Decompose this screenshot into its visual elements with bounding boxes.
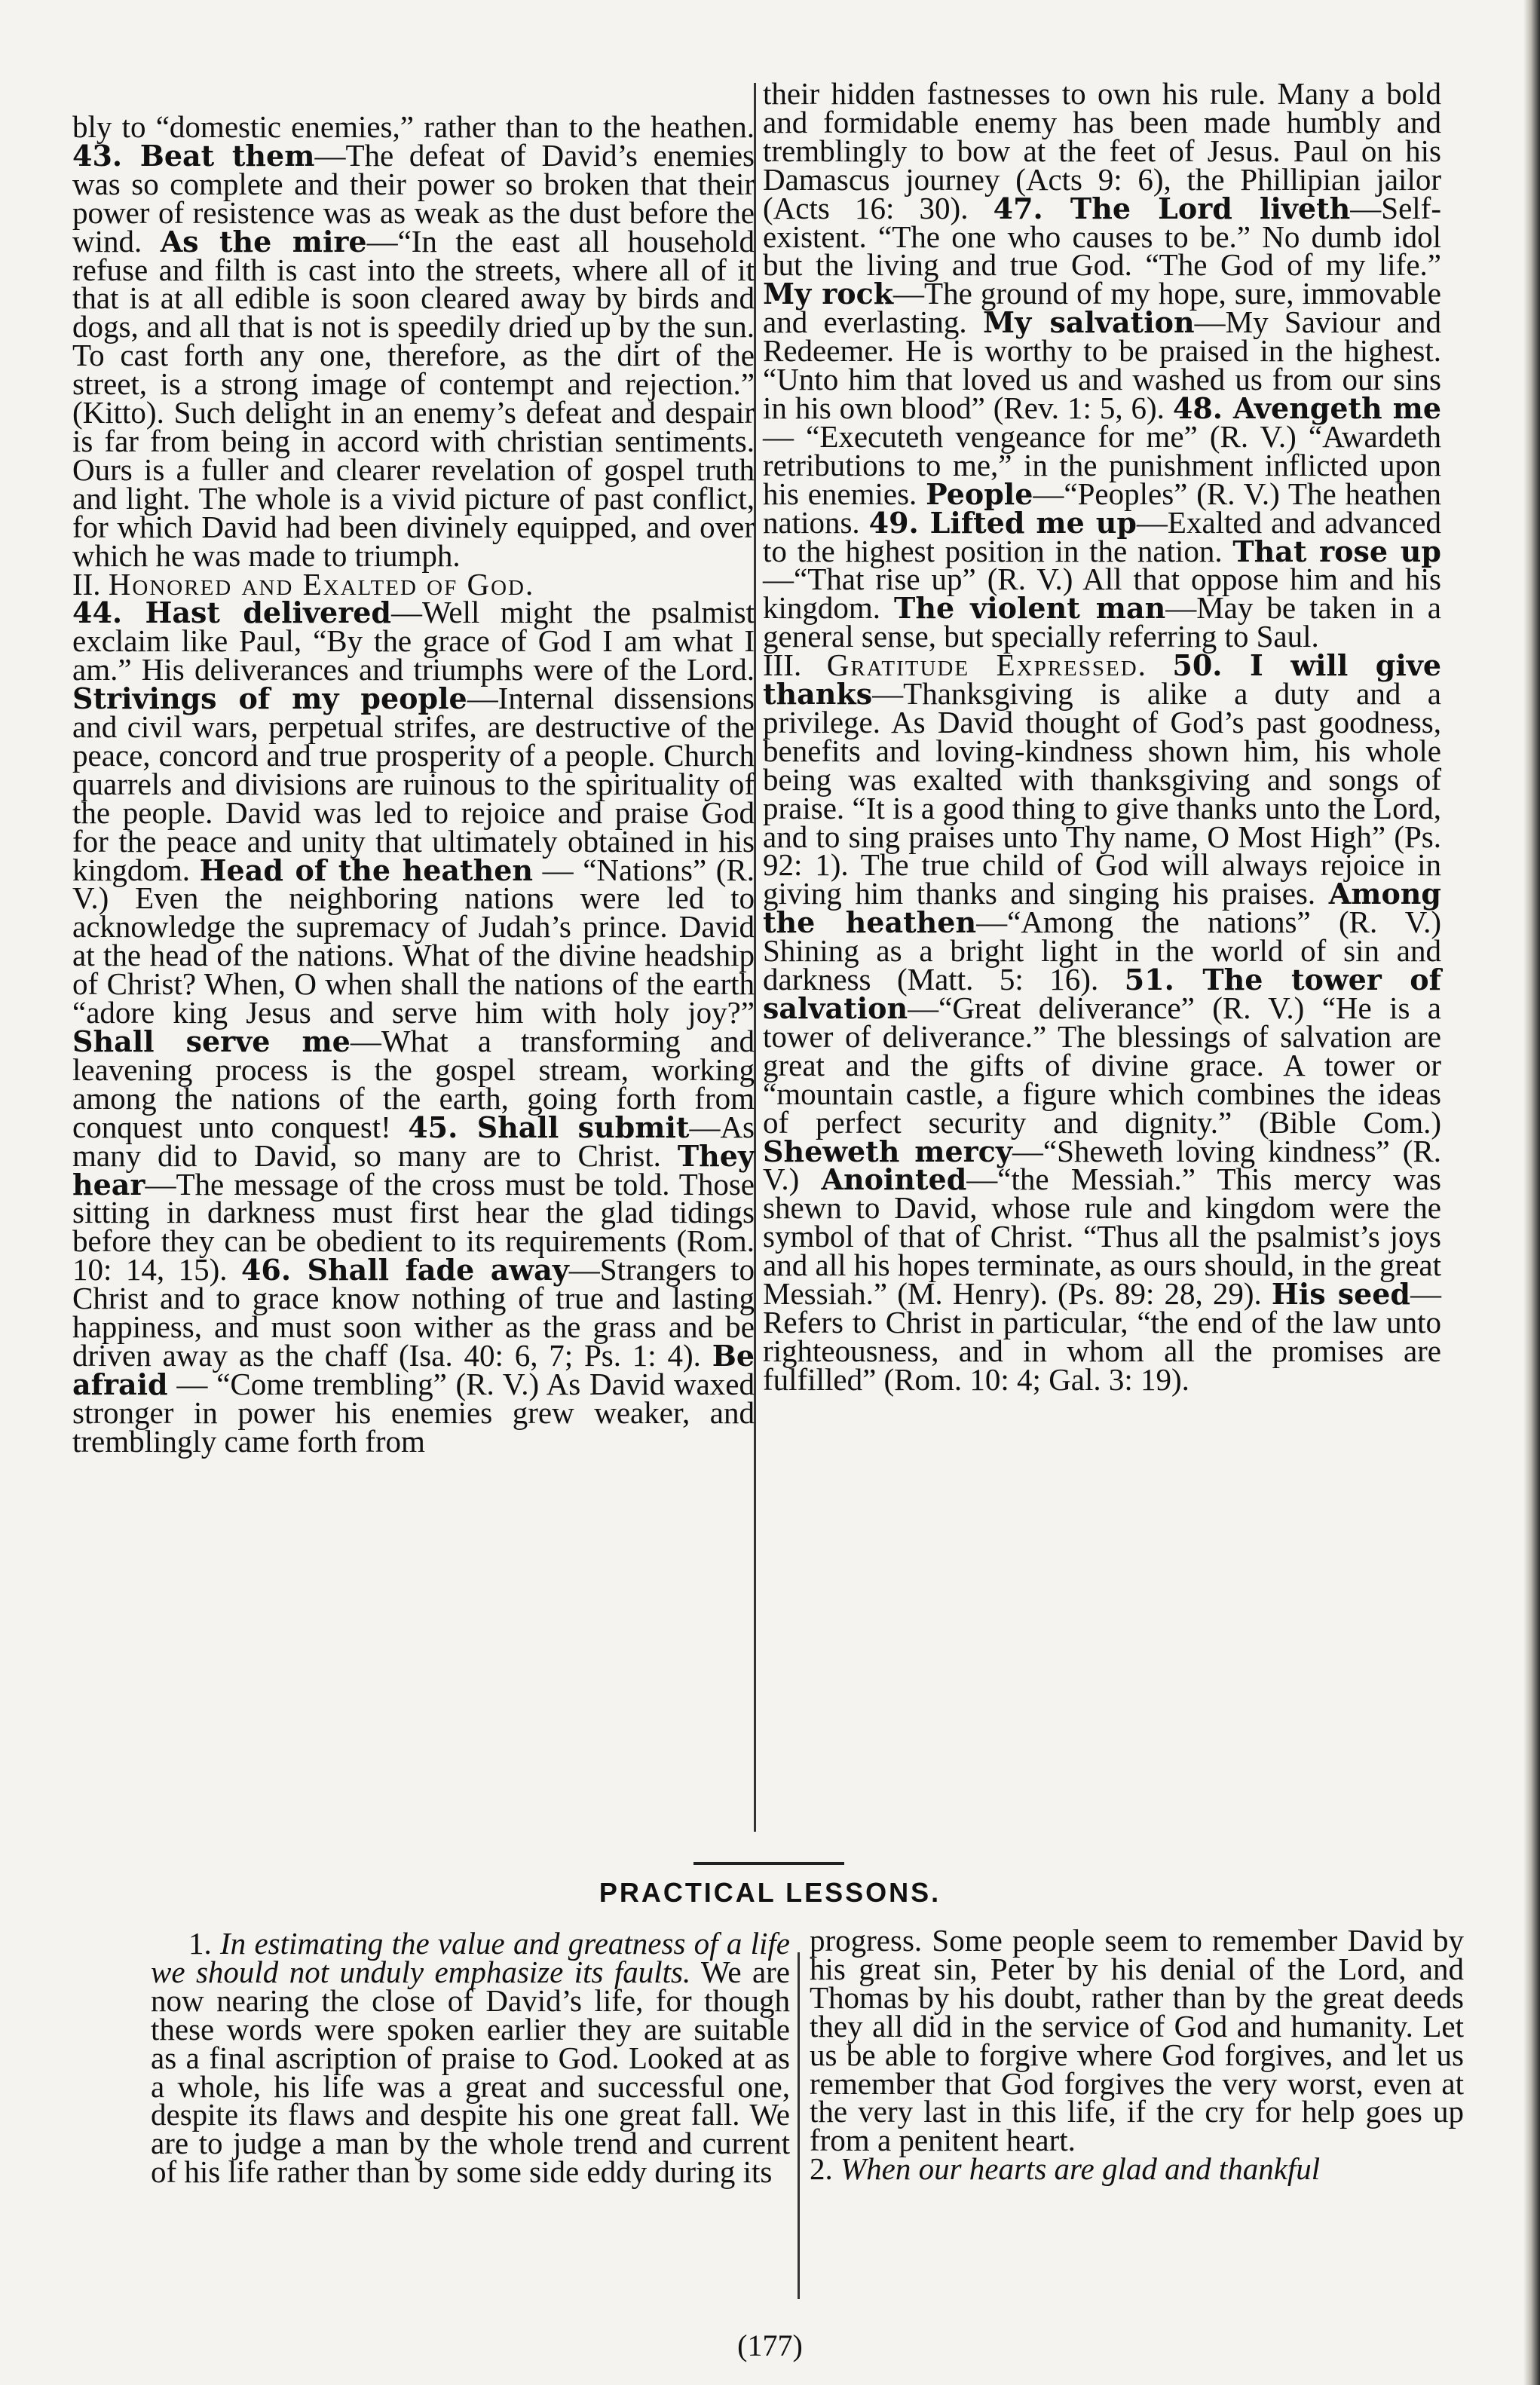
heading-verse-45: 45. Shall submit <box>408 1110 690 1144</box>
heading-that-rose-up: That rose up <box>1232 534 1441 568</box>
heading-verse-50: 50. I will give thanks <box>763 648 1442 712</box>
heading-people: People <box>926 476 1033 511</box>
heading-they-hear: They hear <box>72 1138 755 1202</box>
heading-verse-49: 49. Lifted me up <box>868 505 1137 540</box>
lesson-2: 2. When our hearts are glad and thankful <box>810 2151 1321 2187</box>
heading-verse-46: 46. Shall fade away <box>240 1253 569 1287</box>
lesson-1-heading: In estimating the value and greatness of a life we should not unduly emphasize its faults. <box>151 1926 791 1989</box>
left-column <box>72 109 755 1459</box>
heading-verse-48: 48. Avengeth me <box>1172 390 1442 425</box>
right-column <box>763 76 1442 1397</box>
right-paragraph-2: III. Gratitude Expressed. 50. I will give thanks—Thanksgiving is alike a duty and a privilege. As David thought of God’s past goodness, benefits and loving-kindness shown him, his whole being was exalted with thanksgiving and songs of praise. “It is a good thing to give thanks unto the Lord, and to sing praises unto Thy name, O Most High” (Ps. 92: 1). The true child of God will always rejoice in giving him thanks and singing his praises. Among the heathen—“Among the nations” (R. V.) Shining as a bright light in the world of sin and darkness (Matt. 5: 16). 51. The tower of salvation—“Great deliverance” (R. V.) “He is a tower of deliverance.” The blessings of salvation are great and the gifts of divine grace. A tower or “mountain castle, a figure which combines the ideas of perfect security and dignity.” (Bible Com.) Sheweth mercy—“Sheweth loving kindness” (R. V.) Anointed—“the Messiah.” This mercy was shewn to David, whose rule and kingdom were the symbol of that of Christ. “Thus all the psalmist’s joys and all his hopes terminate, as ours should, in the great Messiah.” (M. Henry). (Ps. 89: 28, 29). His seed—Refers to Christ in particular, “the end of the law unto righteousness, and in whom all the promises are fulfilled” (Rom. 10: 4; Gal. 3: 19). <box>763 648 1442 1397</box>
heading-anointed: Anointed <box>821 1162 967 1197</box>
lesson-2-heading: When our hearts are glad and thankful <box>840 2151 1321 2187</box>
heading-verse-44: 44. Hast delivered <box>72 595 391 630</box>
heading-his-seed: His seed <box>1271 1277 1411 1312</box>
heading-verse-43: 43. Beat them <box>72 138 315 173</box>
column-divider-bottom <box>798 1952 800 2299</box>
right-paragraph-1: their hidden fastnesses to own his rule. Many a bold and formidable enemy has been made humbly and tremblingly to bow at the feet of Jesus. Paul on his Damascus journey (Acts 9: 6), the Phillipian jailor (Acts 16: 30). 47. The Lord liveth—Self-existent. “The one who causes to be.” No dumb idol but the living and true God. “The God of my life.” My rock—The ground of my hope, sure, immovable and everlasting. My salvation—My Saviour and Redeemer. He is worthy to be praised in the highest. “Unto him that loved us and washed us from our sins in his own blood” (Rev. 1: 5, 6). 48. Avengeth me — “Executeth vengeance for me” (R. V.) “Awardeth retributions to me,” in the punishment inflicted upon his enemies. People—“Peoples” (R. V.) The heathen nations. 49. Lifted me up—Exalted and advanced to the highest position in the nation. That rose up—“That rise up” (R. V.) All that oppose him and his kingdom. The violent man—May be taken in a general sense, but specially referring to Saul. <box>763 76 1442 654</box>
lesson-1: 1. In estimating the value and greatness of a life we should not unduly emphasize its faults. We are now nearing the close of David’s life, for though these words were spoken earlier they are suitable as a final ascription of praise to God. Looked at as a whole, his life was a great and successful one, despite its flaws and despite his one great fall. We are to judge a man by the whole trend and current of his life rather than by some side eddy during its <box>151 1926 791 2190</box>
heading-as-the-mire: As the mire <box>160 224 367 259</box>
heading-my-rock: My rock <box>763 277 894 311</box>
section-heading-3: III. Gratitude Expressed. <box>763 648 1147 683</box>
heading-violent-man: The violent man <box>894 591 1166 626</box>
heading-among-heathen: Among the heathen <box>763 877 1441 940</box>
heading-be-afraid: Be afraid <box>72 1338 755 1401</box>
left-paragraph-2: 44. Hast delivered—Well might the psalmist exclaim like Paul, “By the grace of God I am what I am.” His deliverances and triumphs were of the Lord. Strivings of my people—Internal dissensions and civil wars, perpetual strifes, are destructive of the peace, concord and true prosperity of a people. Church quarrels and divisions are ruinous to the spirituality of the people. David was led to rejoice and praise God for the peace and unity that ultimately obtained in his kingdom. Head of the heathen — “Nations” (R. V.) Even the neighboring nations were led to acknowledge the supremacy of Judah’s prince. David at the head of the nations. What of the divine headship of Christ? When, O when shall the nations of the earth “adore king Jesus and serve him with holy joy?” Shall serve me—What a transforming and leavening process is the gospel stream, working among the nations of the earth, going forth from conquest unto conquest! 45. Shall submit—As many did to David, so many are to Christ. They hear—The message of the cross must be told. Those sitting in darkness must first hear the glad tidings before they can be obedient to its requirements (Rom. 10: 14, 15). 46. Shall fade away—Strangers to Christ and to grace know nothing of true and lasting happiness, and must soon wither as the grass and be driven away as the chaff (Isa. 40: 6, 7; Ps. 1: 4). Be afraid — “Come trembling” (R. V.) As David waxed stronger in power his enemies grew weaker, and tremblingly came forth from <box>72 595 755 1459</box>
heading-head-of-heathen: Head of the heathen <box>199 853 534 887</box>
heading-verse-51: 51. The tower of salvation <box>763 963 1441 1025</box>
left-paragraph-1: bly to “domestic enemies,” rather than to the heathen. 43. Beat them—The defeat of David’s enemies was so complete and their power so broken that their power of resistence was as weak as the dust before the wind. As the mire—“In the east all household refuse and filth is cast into the streets, where all of it that is at all edible is soon cleared away by birds and dogs, and all that is not is speedily dried up by the sun. To cast forth any one, therefore, as the dirt of the street, is a strong image of contempt and rejection.” (Kitto). Such delight in an enemy’s defeat and despair is far from being in accord with christian sentiments. Ours is a fuller and clearer revelation of gospel truth and light. The whole is a vivid picture of past conflict, for which David had been divinely equipped, and over which he was made to triumph. <box>72 109 755 573</box>
section-heading-2: II. Honored and Exalted of God. <box>72 566 535 602</box>
lesson-1-continued: progress. Some people seem to remember David by his great sin, Peter by his denial of the Lord, and Thomas by his doubt, rather than by the great deeds they all did in the service of God and humanity. Let us be able to forgive where God forgives, and let us remember that God forgives the very worst, even at the very last in this life, if the cry for help goes up from a penitent heart. <box>810 1923 1464 2158</box>
heading-shall-serve: Shall serve me <box>72 1024 351 1058</box>
heading-verse-47: 47. The Lord liveth <box>993 191 1351 225</box>
page-edge-shadow <box>1523 0 1540 2385</box>
heading-my-salvation: My salvation <box>983 305 1195 340</box>
section-divider-rule <box>693 1862 844 1865</box>
heading-strivings: Strivings of my people <box>72 681 467 716</box>
heading-sheweth-mercy: Sheweth mercy <box>763 1134 1012 1168</box>
lessons-right-column <box>810 1923 1464 2187</box>
page-number: (177) <box>737 2328 803 2362</box>
lessons-left-column <box>151 1926 791 2190</box>
practical-lessons-title: PRACTICAL LESSONS. <box>599 1877 941 1908</box>
